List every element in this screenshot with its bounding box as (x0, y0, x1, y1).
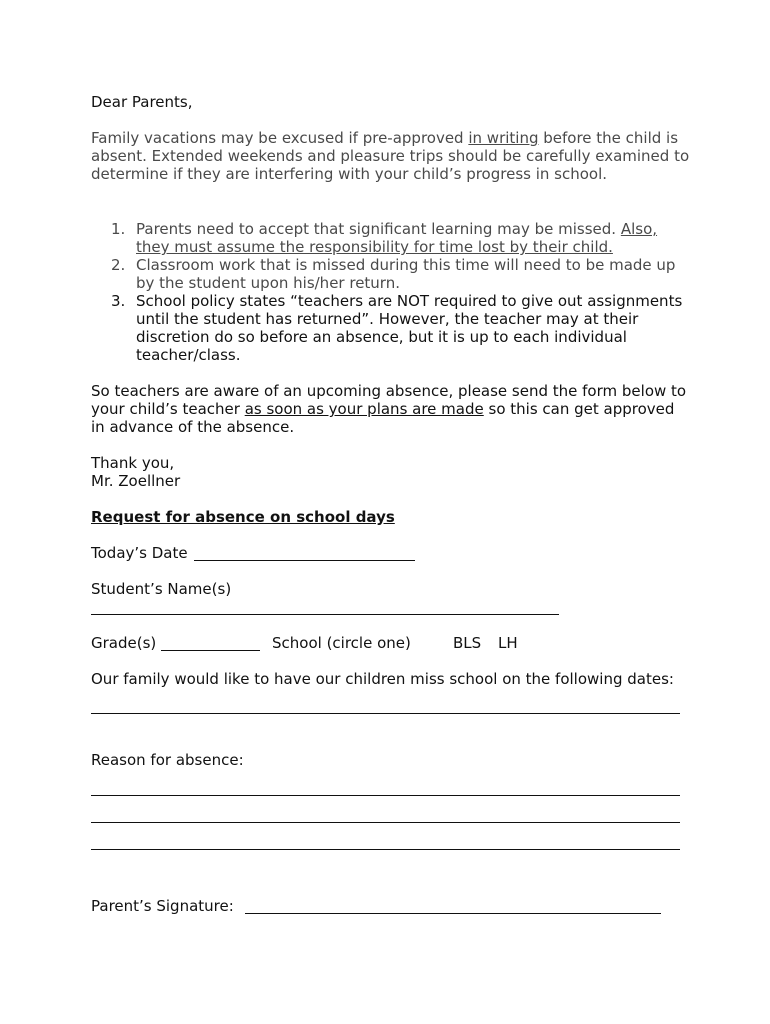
thanks-text: Thank you, (91, 454, 175, 472)
policy-list (91, 220, 691, 364)
reason-field-line[interactable] (91, 822, 680, 823)
signer-name: Mr. Zoellner (91, 472, 181, 490)
list-item: 1. Parents need to accept that significant learning may be missed. Also, they must assume the responsibility for time lost by their child. (111, 220, 658, 256)
reason-field-line[interactable] (91, 795, 680, 796)
student-name-field-line[interactable] (91, 614, 559, 615)
dates-label: Our family would like to have our children miss school on the following dates: (91, 670, 674, 688)
list-item: 3. School policy states “teachers are NOT required to give out assignments until the student has returned”. However, the teacher may at their discretion do so before an absence, but it is up to each individual teacher/class. (111, 292, 683, 364)
list-item: 2. Classroom work that is missed during this time will need to be made up by the student upon his/her return. (111, 256, 676, 292)
date-field-line[interactable] (194, 560, 415, 561)
reason-field-line[interactable] (91, 849, 680, 850)
student-name-label: Student’s Name(s) (91, 580, 232, 598)
grade-field-line[interactable] (161, 650, 260, 651)
reason-label: Reason for absence: (91, 751, 244, 769)
in-writing-emphasis: in writing (468, 129, 539, 147)
intro-paragraph: Family vacations may be excused if pre-approved in writing before the child is absent. Extended weekends and pleasure trips should be carefully examined to determine if they are interfering with your child’s progress in school. (91, 129, 690, 183)
form-title: Request for absence on school days (91, 508, 395, 526)
date-label: Today’s Date (91, 544, 188, 562)
dates-field-line[interactable] (91, 713, 680, 714)
salutation: Dear Parents, (91, 93, 193, 111)
school-option-lh[interactable]: LH (498, 634, 518, 652)
signature-field-line[interactable] (245, 913, 661, 914)
asap-emphasis: as soon as your plans are made (244, 400, 484, 418)
notice-paragraph: So teachers are aware of an upcoming absence, please send the form below to your child’s teacher as soon as your plans are made so this can get approved in advance of the absence. (91, 382, 687, 436)
grade-label: Grade(s) (91, 634, 157, 652)
school-option-bls[interactable]: BLS (453, 634, 482, 652)
school-label: School (circle one) (272, 634, 411, 652)
signature-label: Parent’s Signature: (91, 897, 234, 915)
